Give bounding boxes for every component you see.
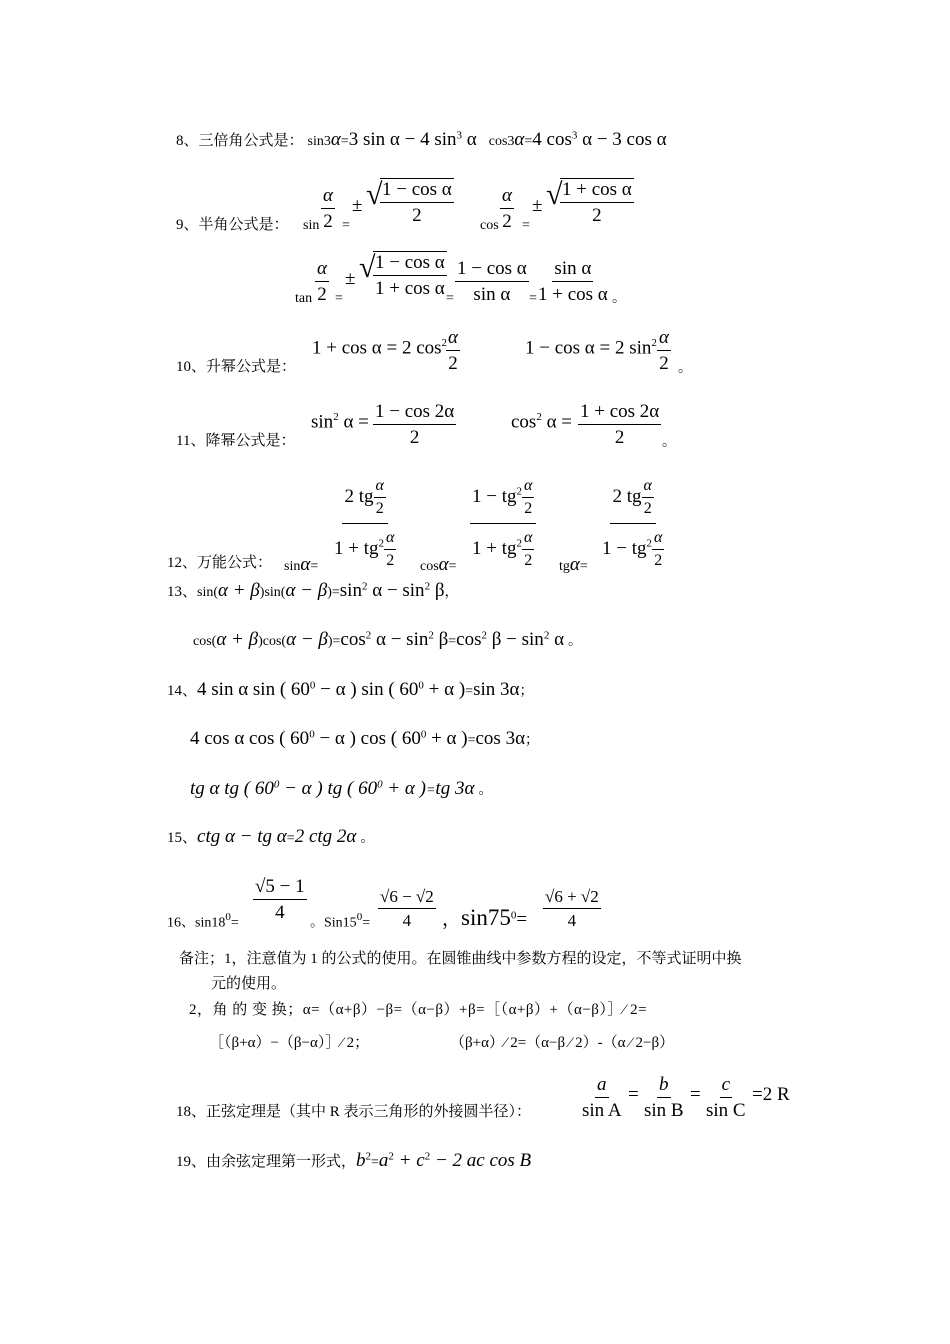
universal-cos-fraction: $1 - tg^2$ $\frac{\alpha}{2}$ $1 + tg^2$ $\frac{\alpha}{2}$ xyxy=(470,478,536,569)
universal-sin-fraction: 2 tg $\frac{\alpha}{2}$ $1 + tg^2$ $\frac{\alpha}{2}$ xyxy=(334,477,395,569)
sqrt-body: $\frac{\text{1 + cos α}}{2}$ xyxy=(562,179,632,226)
formula-14-line-3: tg α tg ( $60^0 - \alpha$ ) tg ( $60^0 + \alpha$ )=tg 3α 。 xyxy=(190,778,493,799)
formula-8-label: 8、三倍角公式是： xyxy=(176,133,304,149)
formula-15: 15、ctg α − tg α=2 ctg 2α 。 xyxy=(167,826,375,847)
universal-tg-fraction: 2 tg $\frac{\alpha}{2}$ $1 - tg^2$ $\frac{\alpha}{2}$ xyxy=(602,477,663,569)
sqrt-sign: √ xyxy=(366,178,383,211)
formula-18-label: 18、正弦定理是（其中 R 表示三角形的外接圆半径）： xyxy=(176,1104,532,1120)
formula-19: 19、由余弦定理第一形式，$b^2=a^2 + c^2 - 2$ ac cos B xyxy=(176,1150,532,1171)
sin18-fraction: $\frac{√5 - 1}{4}$ xyxy=(255,876,305,923)
formula-11-label: 11、降幂公式是： xyxy=(176,433,296,449)
note-line-4b: （β+α）⁄ 2=（α−β ⁄ 2）-（α ⁄ 2−β） xyxy=(450,1035,675,1051)
sin15-fraction: $\frac{√6 - √2}{4}$ xyxy=(380,887,434,930)
formula-10-label: 10、升幂公式是： xyxy=(176,359,297,375)
sqrt-body: $\frac{\text{1 − cos α}}{\text{1 + cos α}}$ xyxy=(375,252,445,299)
note-line-3: 2，角 的 变 换；α=（α+β）−β=（α−β）+β=［（α+β）+（α−β）］⁄ 2= xyxy=(189,1002,648,1018)
formula-8: 8、三倍角公式是： sin3α=3 sin α − 4 $\sin^3 \alpha$ cos3α=4 $\cos^3 \alpha - 3$ cos α xyxy=(176,129,667,150)
note-line-4a: ［（β+α）−（β−α）］⁄ 2； xyxy=(209,1035,370,1051)
sin75-fraction: $\frac{√6 + √2}{4}$ xyxy=(545,887,599,930)
sqrt-body: $\frac{\text{1 − cos α}}{2}$ xyxy=(382,179,452,226)
formula-14-line-2: 4 cos α cos ( $60^0 - \alpha$ ) cos ( $60^0 + \alpha$ )=cos 3α； xyxy=(190,728,540,749)
formula-12-label: 12、万能公式： xyxy=(167,555,273,571)
formula-14-line-1: 14、4 sin α sin ( $60^0 - \alpha$ ) sin ( $60^0 + \alpha$ )=sin 3α； xyxy=(167,679,534,700)
half-angle-fraction: $\frac{\alpha}{2}$ xyxy=(317,258,327,305)
half-angle-fraction: $\frac{\alpha}{2}$ xyxy=(502,185,512,232)
formula-13-line-2: $\cos(\alpha + \beta)\cos(\alpha - \beta)=\cos^2$ $\alpha - \sin^2 \beta=\cos^2$ $\beta - \sin^2 \alpha$ 。 xyxy=(193,629,583,650)
sqrt-sign: √ xyxy=(546,178,563,211)
note-line-2: 元的使用。 xyxy=(211,976,287,992)
formula-13-line-1: 13、$\sin(\alpha + \beta)\sin(\alpha - \beta)=\sin^2$ $\alpha - \sin^2 \beta$， xyxy=(167,580,459,601)
sqrt-sign: √ xyxy=(359,251,376,284)
formula-16-label: 16、$\sin 18^0=$ xyxy=(167,911,239,931)
half-angle-fraction: $\frac{\alpha}{2}$ xyxy=(323,185,333,232)
formula-9-label: 9、半角公式是： xyxy=(176,217,289,233)
note-line-1: 备注；1，注意值为 1 的公式的使用。在圆锥曲线中参数方程的设定，不等式证明中换 xyxy=(179,951,742,967)
